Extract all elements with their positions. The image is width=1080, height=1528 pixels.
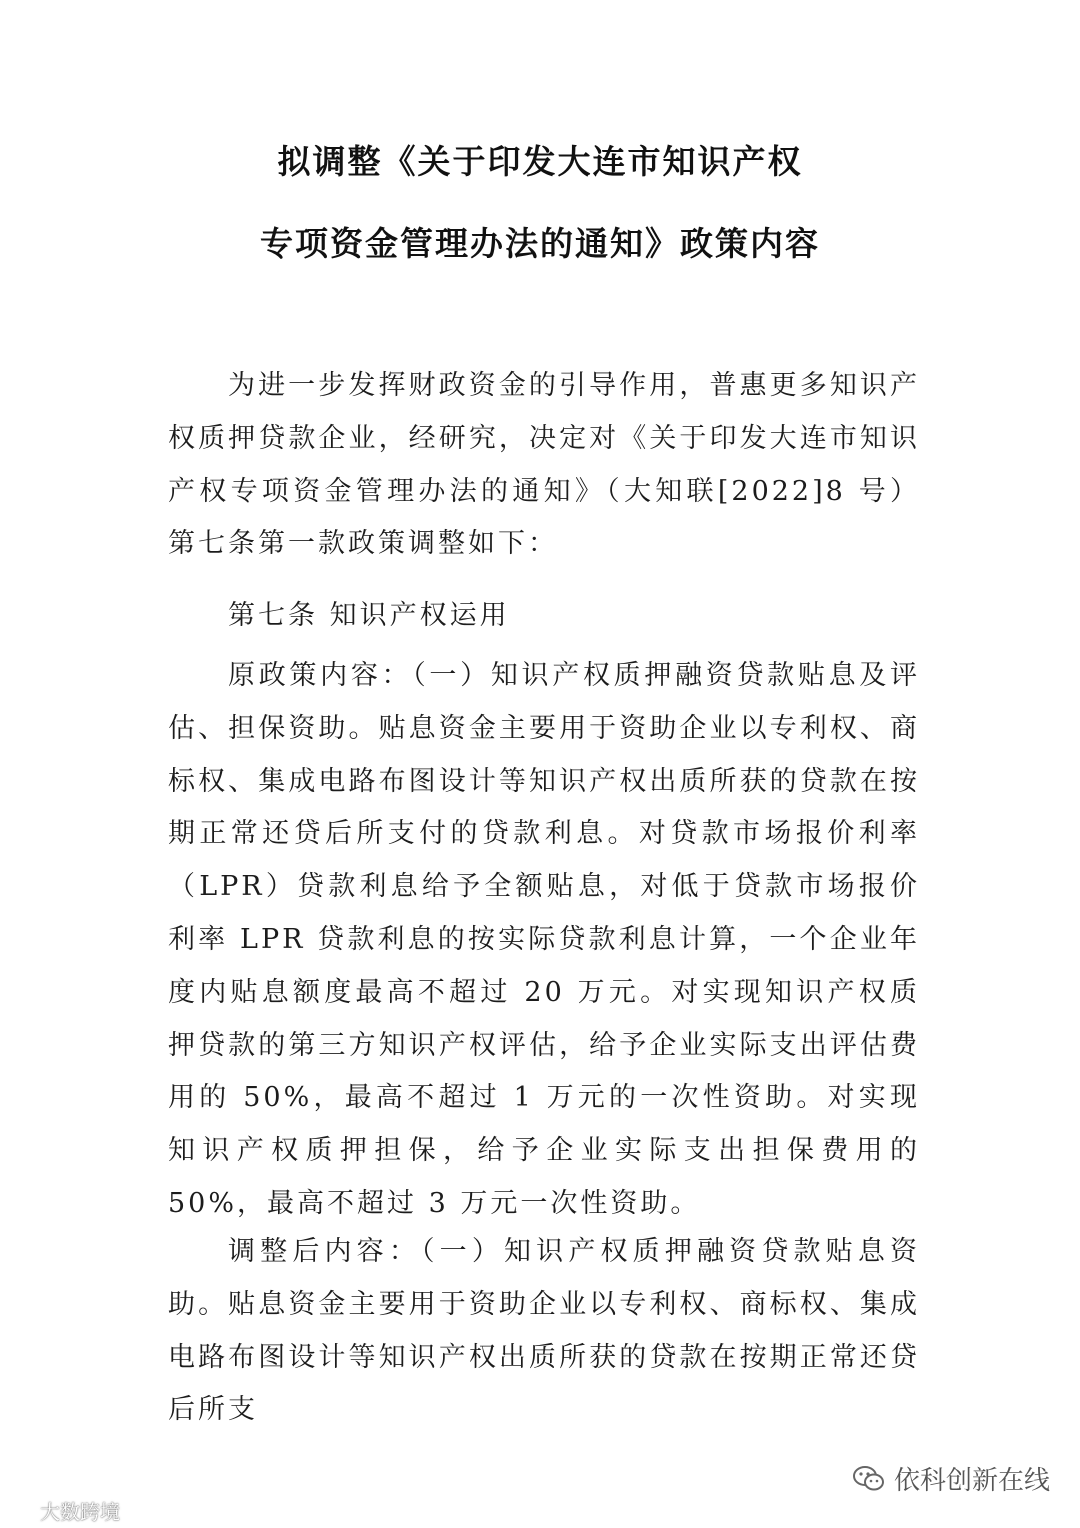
wechat-icon: [852, 1464, 886, 1494]
watermark-left-text: 大数跨境: [40, 1500, 120, 1524]
intro-paragraph: [168, 360, 920, 571]
intro-text: 为进一步发挥财政资金的引导作用，普惠更多知识产权质押贷款企业，经研究，决定对《关于印发大连市知识产权专项资金管理办法的通知》（大知联[2022]8 号）第七条第一款政策调整如下：: [168, 370, 920, 560]
original-policy-paragraph: [168, 650, 920, 1231]
document-title-line1: 拟调整《关于印发大连市知识产权: [277, 142, 803, 181]
watermark-left: [8, 1496, 120, 1525]
watermark-right: [852, 1460, 1050, 1497]
watermark-right-text: 依科创新在线: [893, 1466, 1050, 1496]
adjusted-policy-paragraph: [168, 1226, 920, 1437]
article-heading: [168, 590, 920, 643]
adjusted-policy-text: 调整后内容：（一）知识产权质押融资贷款贴息资助。贴息资金主要用于资助企业以专利权、商标权、集成电路布图设计等知识产权出质所获的贷款在按期正常还贷后所支: [168, 1236, 920, 1426]
weibo-logo-icon: [8, 1501, 36, 1521]
original-policy-text: 原政策内容：（一）知识产权质押融资贷款贴息及评估、担保资助。贴息资金主要用于资助企业以专利权、商标权、集成电路布图设计等知识产权出质所获的贷款在按期正常还贷后所支付的贷款利息。对贷款市场报价利率（LPR）贷款利息给予全额贴息，对低于贷款市场报价利率 LPR 贷款利息的按实际贷款利息计算，一个企业年度内贴息额度最高不超过 20 万元。对实现知识产权质押贷款的第三方知识产权评估，给予企业实际支出评估费用的 50%，最高不超过 1 万元的一次性资助。对实现知识产权质押担保，给予企业实际支出担保费用的 50%，最高不超过 3 万元一次性资助。: [168, 660, 920, 1219]
article-heading-text: 第七条 知识产权运用: [228, 600, 510, 631]
document-title-line2: 专项资金管理办法的通知》政策内容: [260, 224, 820, 263]
